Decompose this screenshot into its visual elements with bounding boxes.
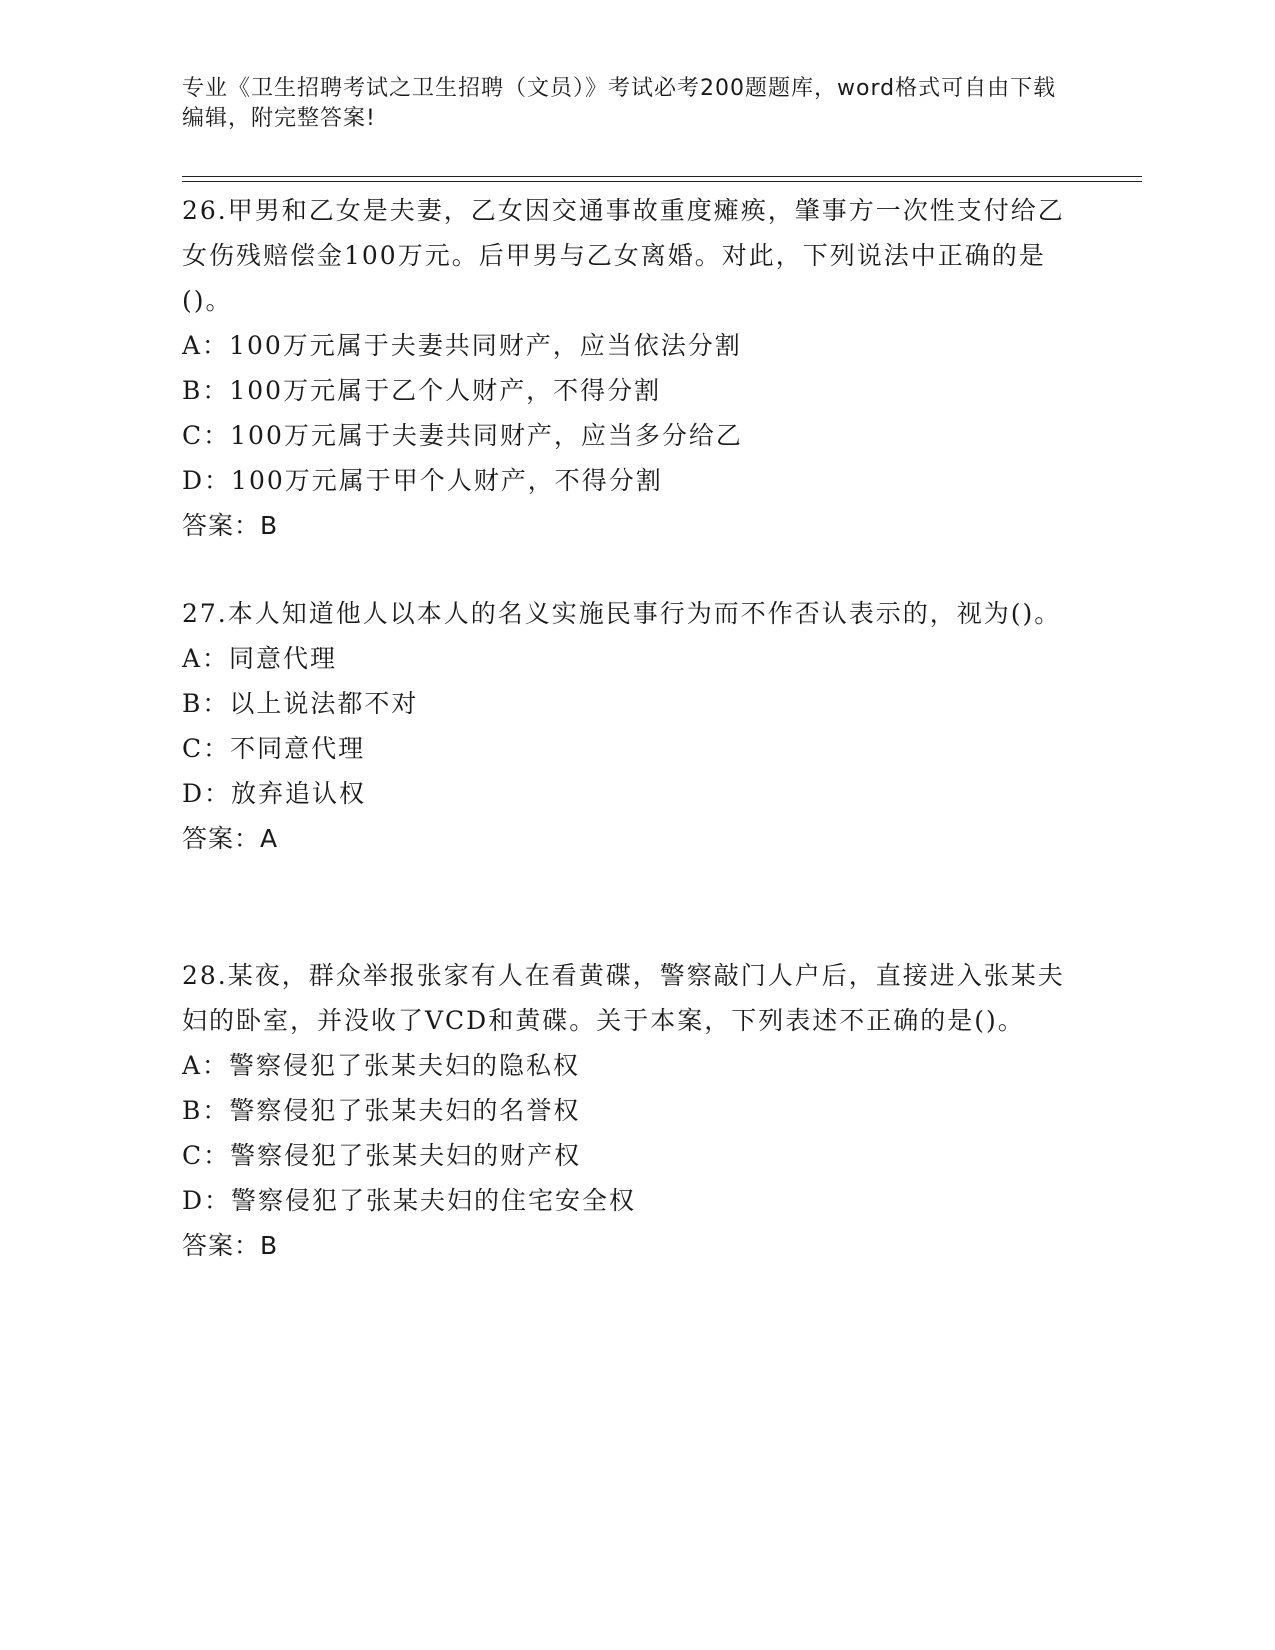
answer-line: 答案：B <box>182 1231 279 1260</box>
option-b: B：警察侵犯了张某夫妇的名誉权 <box>182 1096 581 1125</box>
option-a: A：100万元属于夫妻共同财产，应当依法分割 <box>182 331 742 360</box>
question-27 <box>182 591 1082 861</box>
question-28 <box>182 953 1082 1268</box>
answer-line: 答案：A <box>182 824 279 853</box>
option-c: C：不同意代理 <box>182 734 366 763</box>
question-stem: 27.本人知道他人以本人的名义实施民事行为而不作否认表示的，视为()。 <box>182 599 1062 628</box>
option-d: D：放弃追认权 <box>182 779 367 808</box>
question-26 <box>182 188 1082 548</box>
option-c: C：100万元属于夫妻共同财产，应当多分给乙 <box>182 421 743 450</box>
option-b: B：100万元属于乙个人财产，不得分割 <box>182 376 662 405</box>
option-c: C：警察侵犯了张某夫妇的财产权 <box>182 1141 582 1170</box>
question-stem: 28.某夜，群众举报张家有人在看黄碟，警察敲门人户后，直接进入张某夫妇的卧室，并没收了VCD和黄碟。关于本案，下列表述不正确的是()。 <box>182 961 1065 1035</box>
question-stem: 26.甲男和乙女是夫妻，乙女因交通事故重度瘫痪，肇事方一次性支付给乙女伤残赔偿金100万元。后甲男与乙女离婚。对此，下列说法中正确的是()。 <box>182 196 1065 315</box>
document-header: 专业《卫生招聘考试之卫生招聘（文员）》考试必考200题题库，word格式可自由下载编辑，附完整答案! <box>182 76 1057 131</box>
option-a: A：同意代理 <box>182 644 338 673</box>
option-d: D：警察侵犯了张某夫妇的住宅安全权 <box>182 1186 637 1215</box>
option-a: A：警察侵犯了张某夫妇的隐私权 <box>182 1051 581 1080</box>
header-divider-bottom <box>182 181 1142 182</box>
answer-line: 答案：B <box>182 511 279 540</box>
header-divider-top <box>182 176 1142 177</box>
option-d: D：100万元属于甲个人财产，不得分割 <box>182 466 663 495</box>
option-b: B：以上说法都不对 <box>182 689 419 718</box>
